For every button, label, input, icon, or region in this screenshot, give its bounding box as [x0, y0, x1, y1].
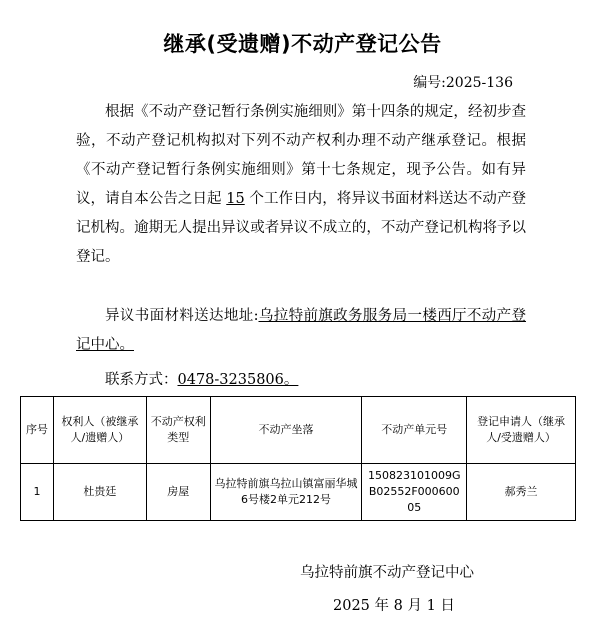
header-serial: 序号 — [21, 397, 54, 464]
objection-address: 乌拉特前旗政务服务局一楼西厅不动产登记中心。 — [76, 308, 526, 353]
notice-title: 继承(受遗赠)不动产登记公告 — [163, 32, 442, 56]
objection-days: 15 — [226, 191, 245, 207]
header-location: 不动产坐落 — [210, 397, 362, 464]
cell-unit-number: 150823101009GB02552F00060005 — [362, 464, 467, 521]
cell-applicant: 郝秀兰 — [467, 464, 576, 521]
issuing-organization: 乌拉特前旗不动产登记中心 — [300, 565, 474, 581]
paragraph-text-after-days: 个工作日内，将异议书面材料送达不动产登记机构。逾期无人提出异议或者异议不成立的，不动产登记机构将予以登记。 — [76, 191, 526, 265]
contact-phone: 0478-3235806。 — [177, 372, 299, 388]
contact-label: 联系方式： — [105, 372, 178, 388]
header-unit-number: 不动产单元号 — [362, 397, 467, 464]
address-label: 异议书面材料送达地址: — [105, 308, 259, 324]
cell-right-holder: 杜贵廷 — [53, 464, 146, 521]
cell-right-type: 房屋 — [146, 464, 210, 521]
issue-date: 2025 年 8 月 1 日 — [333, 598, 455, 614]
property-table — [20, 396, 576, 521]
paragraph-text-before-days: 根据《不动产登记暂行条例实施细则》第十四条的规定，经初步查验，不动产登记机构拟对下列不动产权利办理不动产继承登记。根据《不动产登记暂行条例实施细则》第十七条规定，现予公告。如有异议，请自本公告之日起 — [76, 104, 526, 207]
notice-paragraph-address — [76, 302, 526, 360]
header-right-holder: 权利人（被继承人/遗赠人） — [53, 397, 146, 464]
contact-line — [105, 368, 298, 389]
header-right-type: 不动产权利类型 — [146, 397, 210, 464]
document-number: 编号:2025-136 — [413, 75, 513, 91]
table-header-row — [21, 397, 576, 464]
cell-location: 乌拉特前旗乌拉山镇富丽华城6号楼2单元212号 — [210, 464, 362, 521]
header-applicant: 登记申请人（继承人/受遗赠人） — [467, 397, 576, 464]
table-row — [21, 464, 576, 521]
notice-paragraph-legal-basis — [76, 98, 526, 272]
cell-serial: 1 — [21, 464, 54, 521]
